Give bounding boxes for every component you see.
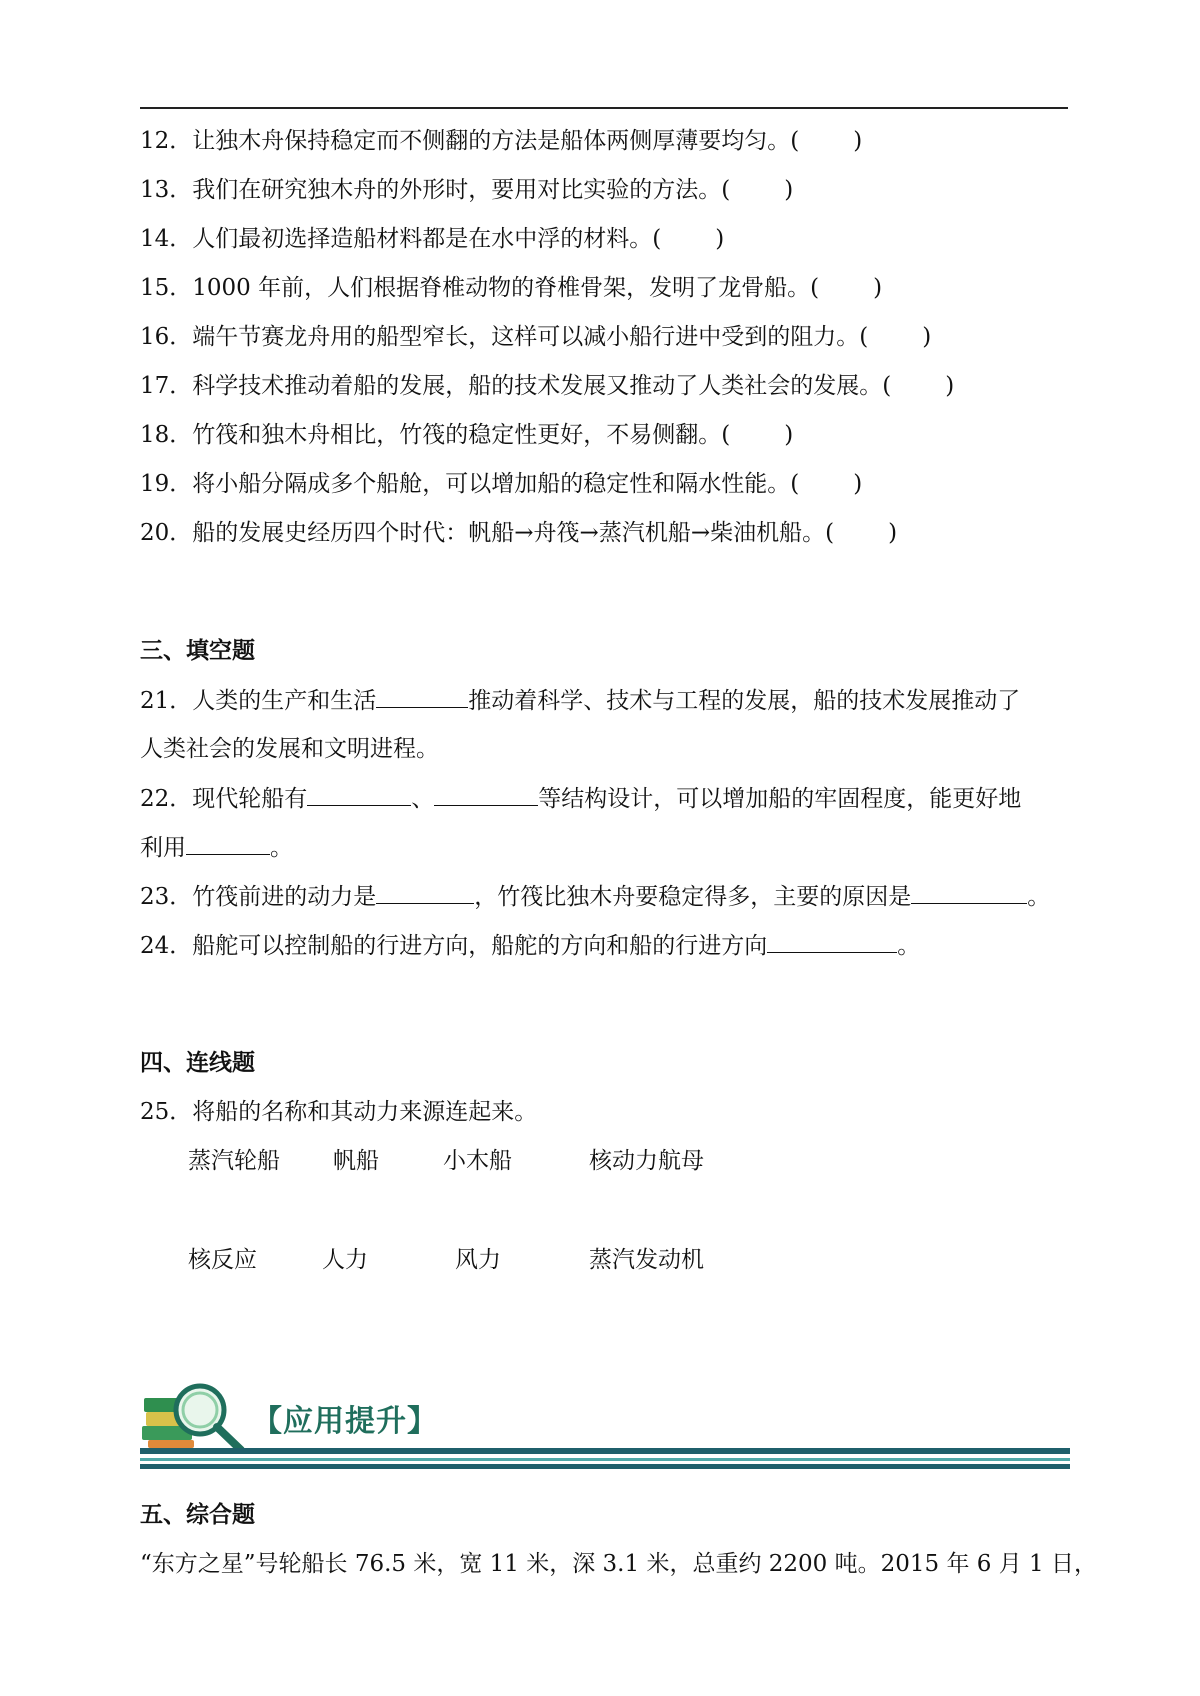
question-text: 利用 (140, 835, 186, 861)
question-number: 23． (140, 884, 193, 910)
answer-paren-close: ) (853, 128, 863, 154)
question-text: 。 (1027, 884, 1051, 910)
question-18 (140, 420, 793, 450)
question-14 (140, 224, 724, 254)
ship-name[interactable]: 帆船 (333, 1148, 379, 1174)
application-banner (140, 1380, 1070, 1475)
question-number: 19． (140, 471, 193, 497)
answer-paren-close: ) (784, 177, 794, 203)
question-text: 端午节赛龙舟用的船型窄长，这样可以减小船行进中受到的阻力。( (192, 324, 869, 350)
question-23 (140, 881, 1050, 912)
ship-name[interactable]: 核动力航母 (589, 1148, 704, 1174)
question-number: 22． (140, 786, 193, 812)
section-heading-matching: 四、连线题 (140, 1049, 255, 1076)
power-source[interactable]: 蒸汽发动机 (589, 1247, 704, 1273)
question-17 (140, 371, 954, 401)
ship-name[interactable]: 小木船 (443, 1148, 512, 1174)
question-text: 。 (270, 835, 293, 861)
question-text: 1000 年前，人们根据脊椎动物的脊椎骨架，发明了龙骨船。( (192, 275, 820, 301)
answer-paren-close: ) (784, 422, 794, 448)
question-21-line2 (140, 734, 439, 764)
question-text: 等结构设计，可以增加船的牢固程度，能更好地 (538, 786, 1022, 812)
power-source[interactable]: 核反应 (188, 1247, 257, 1273)
question-text: 船的发展史经历四个时代：帆船→舟筏→蒸汽机船→柴油机船。( (192, 520, 835, 546)
question-text: 竹筏和独木舟相比，竹筏的稳定性更好，不易侧翻。( (192, 422, 731, 448)
question-number: 24． (140, 933, 193, 959)
question-25 (140, 1097, 537, 1127)
header-rule (140, 107, 1068, 109)
power-source[interactable]: 人力 (322, 1247, 368, 1273)
banner-rule (140, 1458, 1070, 1461)
question-text: 将船的名称和其动力来源连起来。 (192, 1099, 538, 1125)
question-number: 12． (140, 128, 193, 154)
question-number: 25． (140, 1099, 193, 1125)
question-text: 科学技术推动着船的发展，船的技术发展又推动了人类社会的发展。( (192, 373, 892, 399)
magnifier-books-icon (140, 1380, 250, 1452)
question-number: 15． (140, 275, 193, 301)
question-text: 人们最初选择造船材料都是在水中浮的材料。( (192, 226, 662, 252)
answer-blank[interactable] (186, 832, 270, 855)
answer-blank[interactable] (307, 783, 411, 806)
question-number: 13． (140, 177, 193, 203)
ship-name[interactable]: 蒸汽轮船 (188, 1148, 280, 1174)
answer-paren-close: ) (715, 226, 725, 252)
question-22-line2 (140, 832, 293, 863)
question-text: 人类社会的发展和文明进程。 (140, 736, 439, 762)
power-source[interactable]: 风力 (455, 1247, 501, 1273)
answer-paren-close: ) (888, 520, 898, 546)
question-text: 竹筏前进的动力是 (192, 884, 377, 910)
question-text: 。 (897, 933, 921, 959)
question-number: 20． (140, 520, 193, 546)
question-text: 人类的生产和生活 (192, 688, 377, 714)
section-heading-comprehensive: 五、综合题 (140, 1501, 255, 1528)
question-22 (140, 783, 1021, 814)
question-24 (140, 930, 920, 961)
question-number: 18． (140, 422, 193, 448)
section-heading-fill-blank: 三、填空题 (140, 637, 255, 664)
answer-blank[interactable] (376, 881, 474, 904)
question-16 (140, 322, 931, 352)
question-text: 我们在研究独木舟的外形时，要用对比实验的方法。( (192, 177, 731, 203)
answer-blank[interactable] (376, 685, 468, 708)
answer-blank[interactable] (767, 930, 897, 953)
answer-paren-close: ) (945, 373, 955, 399)
answer-paren-close: ) (922, 324, 932, 350)
question-13 (140, 175, 793, 205)
question-text: ，竹筏比独木舟要稳定得多，主要的原因是 (474, 884, 912, 910)
question-20 (140, 518, 897, 548)
question-text: 推动着科学、技术与工程的发展，船的技术发展推动了 (468, 688, 1021, 714)
banner-rule (140, 1464, 1070, 1469)
answer-blank[interactable] (911, 881, 1027, 904)
answer-paren-close: ) (873, 275, 883, 301)
question-number: 16． (140, 324, 193, 350)
question-15 (140, 273, 882, 303)
question-number: 17． (140, 373, 193, 399)
question-text-intro: “东方之星”号轮船长 76.5 米，宽 11 米，深 3.1 米，总重约 2200 吨。2015 年 6 月 1 日， (140, 1551, 1097, 1577)
question-21 (140, 685, 1020, 716)
banner-title: 【应用提升】 (252, 1404, 438, 1439)
question-12 (140, 126, 862, 156)
question-number: 21． (140, 688, 193, 714)
question-text: 让独木舟保持稳定而不侧翻的方法是船体两侧厚薄要均匀。( (192, 128, 800, 154)
separator: 、 (411, 786, 435, 812)
question-text: 将小船分隔成多个船舱，可以增加船的稳定性和隔水性能。( (192, 471, 800, 497)
question-number: 14． (140, 226, 193, 252)
answer-paren-close: ) (853, 471, 863, 497)
question-19 (140, 469, 862, 499)
question-text: 现代轮船有 (192, 786, 308, 812)
banner-rule (140, 1448, 1070, 1454)
question-text: 船舵可以控制船的行进方向，船舵的方向和船的行进方向 (192, 933, 768, 959)
answer-blank[interactable] (434, 783, 538, 806)
